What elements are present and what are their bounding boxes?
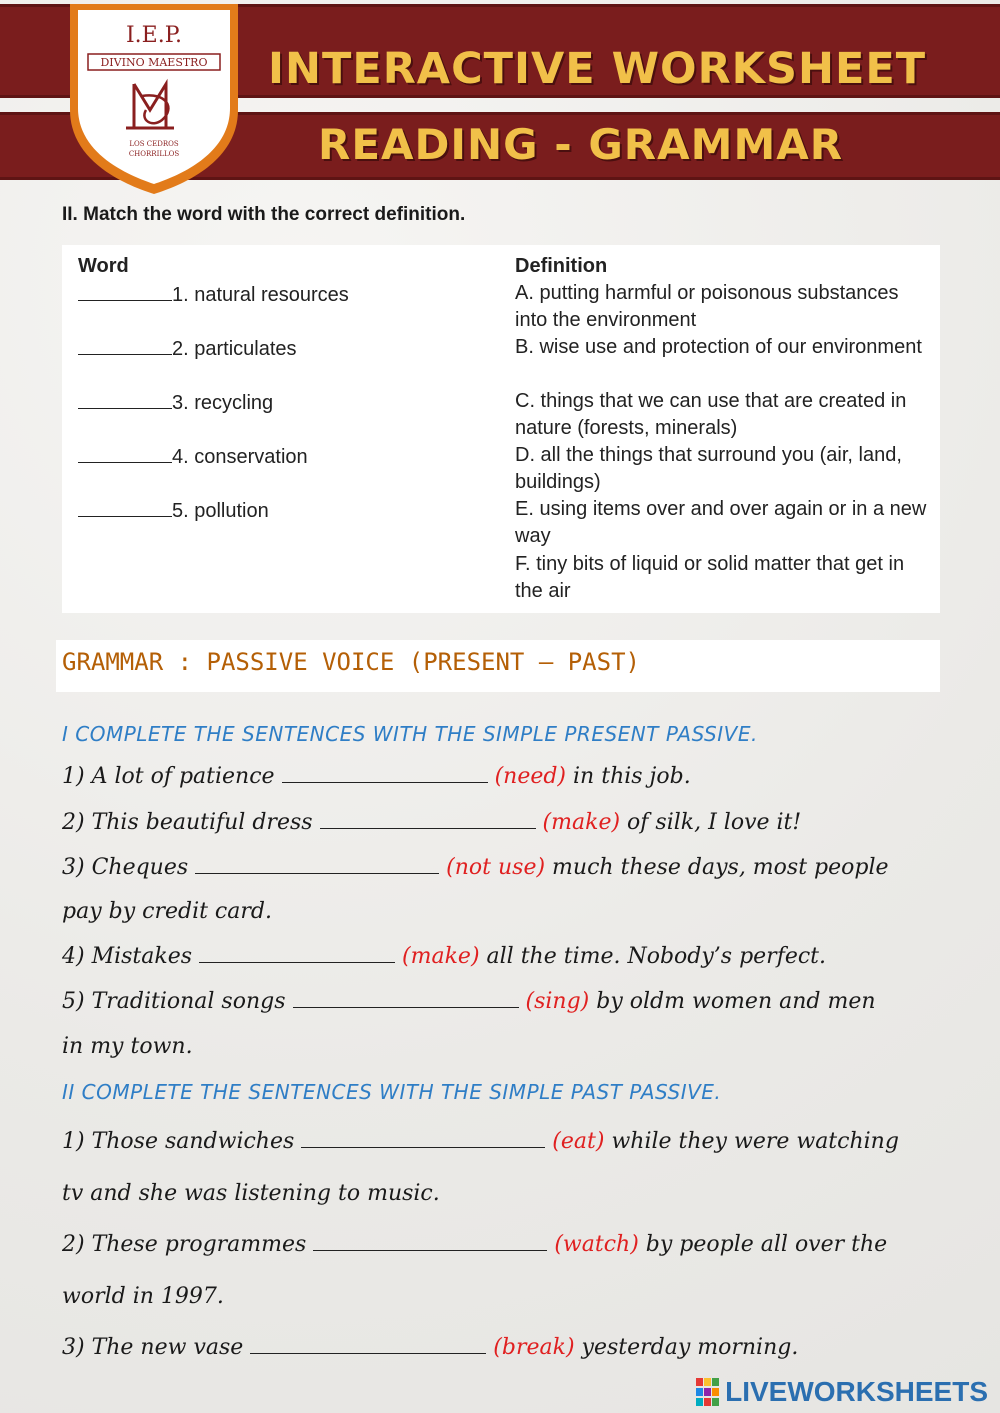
definition-item: F. tiny bits of liquid or solid matter that get in the air bbox=[515, 553, 905, 602]
matching-table bbox=[62, 245, 940, 613]
sentence-line-continued: tv and she was listening to music. bbox=[62, 1181, 440, 1206]
sentence-line: 2) This beautiful dress (make) of silk, I love it! bbox=[62, 810, 802, 835]
word-item: 3. recycling bbox=[78, 390, 273, 415]
liveworksheets-icon bbox=[696, 1378, 720, 1406]
definition-item: E. using items over and over again or in a new way bbox=[515, 498, 927, 547]
matching-instruction: II. Match the word with the correct definition. bbox=[62, 204, 466, 225]
sentence-line-continued: in my town. bbox=[62, 1034, 193, 1059]
sentence-line: 1) Those sandwiches (eat) while they were watching bbox=[62, 1129, 899, 1154]
word-column-header: Word bbox=[78, 255, 129, 277]
answer-blank[interactable] bbox=[78, 444, 172, 463]
sentence-line: 1) A lot of patience (need) in this job. bbox=[62, 764, 691, 789]
school-crest-logo bbox=[66, 0, 242, 196]
answer-blank[interactable] bbox=[78, 336, 172, 355]
header-title: INTERACTIVE WORKSHEET bbox=[268, 44, 927, 94]
liveworksheets-wordmark: LIVEWORKSHEETS bbox=[725, 1376, 989, 1407]
answer-blank[interactable] bbox=[250, 1335, 486, 1354]
answer-blank[interactable] bbox=[293, 989, 519, 1008]
sentence-line: 5) Traditional songs (sing) by oldm women and men bbox=[62, 989, 876, 1014]
answer-blank[interactable] bbox=[195, 855, 439, 874]
present-passive-heading: I COMPLETE THE SENTENCES WITH THE SIMPLE PRESENT PASSIVE. bbox=[62, 722, 758, 746]
crest-place2-text: CHORRILLOS bbox=[128, 150, 180, 158]
definition-item: A. putting harmful or poisonous substances into the environment bbox=[515, 282, 899, 331]
grammar-title-box bbox=[56, 640, 940, 692]
liveworksheets-logo bbox=[696, 1376, 988, 1408]
sentence-line: 3) Cheques (not use) much these days, most people bbox=[62, 855, 889, 880]
word-item: 5. pollution bbox=[78, 498, 269, 523]
answer-blank[interactable] bbox=[199, 944, 395, 963]
word-item: 2. particulates bbox=[78, 336, 297, 361]
sentence-line: 4) Mistakes (make) all the time. Nobody’s perfect. bbox=[62, 944, 827, 969]
answer-blank[interactable] bbox=[78, 282, 172, 301]
answer-blank[interactable] bbox=[282, 764, 488, 783]
past-passive-heading: II COMPLETE THE SENTENCES WITH THE SIMPLE PAST PASSIVE. bbox=[62, 1080, 722, 1104]
definition-item: C. things that we can use that are created in nature (forests, minerals) bbox=[515, 390, 907, 439]
grammar-title: GRAMMAR : PASSIVE VOICE (PRESENT – PAST) bbox=[62, 648, 640, 676]
definition-item: B. wise use and protection of our environment bbox=[515, 336, 922, 358]
answer-blank[interactable] bbox=[320, 810, 536, 829]
answer-blank[interactable] bbox=[301, 1129, 545, 1148]
crest-top-text: I.E.P. bbox=[125, 23, 183, 48]
word-item: 1. natural resources bbox=[78, 282, 349, 307]
answer-blank[interactable] bbox=[78, 390, 172, 409]
answer-blank[interactable] bbox=[78, 498, 172, 517]
answer-blank[interactable] bbox=[313, 1232, 547, 1251]
sentence-line-continued: world in 1997. bbox=[62, 1284, 224, 1309]
crest-name-text: DIVINO MAESTRO bbox=[100, 56, 208, 69]
header-subtitle: READING - GRAMMAR bbox=[318, 120, 844, 169]
word-item: 4. conservation bbox=[78, 444, 308, 469]
sentence-line-continued: pay by credit card. bbox=[62, 899, 272, 924]
definition-column-header: Definition bbox=[515, 255, 608, 277]
definition-item: D. all the things that surround you (air, land, buildings) bbox=[515, 444, 902, 493]
sentence-line: 2) These programmes (watch) by people all over the bbox=[62, 1232, 888, 1257]
crest-place1-text: LOS CEDROS bbox=[129, 140, 179, 148]
sentence-line: 3) The new vase (break) yesterday morning. bbox=[62, 1335, 799, 1360]
